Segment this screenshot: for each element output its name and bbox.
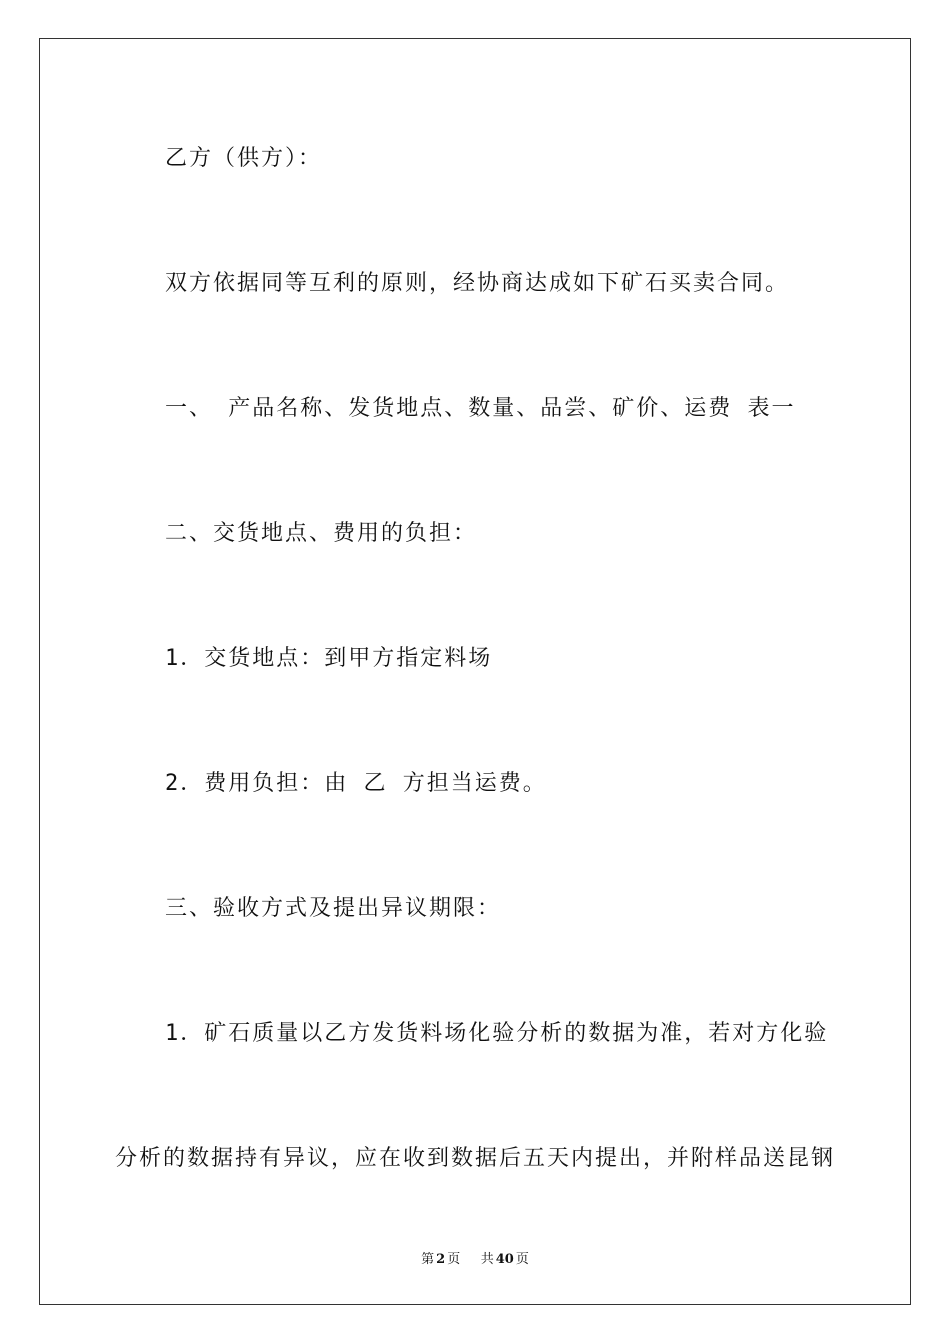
page-footer: [40, 1248, 910, 1267]
text-line-section-3: 三、验收方式及提出异议期限：: [165, 896, 502, 921]
text-line-cost-burden: 2．费用负担：由 乙 方担当运费。: [165, 771, 547, 796]
text-line-intro: 双方依据同等互利的原则，经协商达成如下矿石买卖合同。: [165, 271, 790, 296]
footer-page-prefix: 第: [421, 1252, 435, 1267]
text-line-section-1: 一、 产品名称、发货地点、数量、品尝、矿价、运费 表一: [165, 396, 796, 421]
text-line-party-b: 乙方（供方）：: [165, 146, 323, 171]
page-frame: [39, 38, 911, 1305]
footer-page-suffix: 页: [447, 1252, 461, 1267]
text-line-quality-1: 1．矿石质量以乙方发货料场化验分析的数据为准，若对方化验: [165, 1021, 829, 1046]
footer-page-number: 2: [436, 1252, 446, 1267]
text-line-section-2: 二、交货地点、费用的负担：: [165, 521, 478, 546]
text-line-delivery-place: 1．交货地点：到甲方指定料场: [165, 646, 493, 671]
text-line-quality-2: 分析的数据持有异议，应在收到数据后五天内提出，并附样品送昆钢: [115, 1146, 836, 1171]
footer-total-suffix: 页: [515, 1252, 529, 1267]
footer-total-pages: 40: [495, 1252, 514, 1267]
footer-total-prefix: 共: [480, 1252, 494, 1267]
